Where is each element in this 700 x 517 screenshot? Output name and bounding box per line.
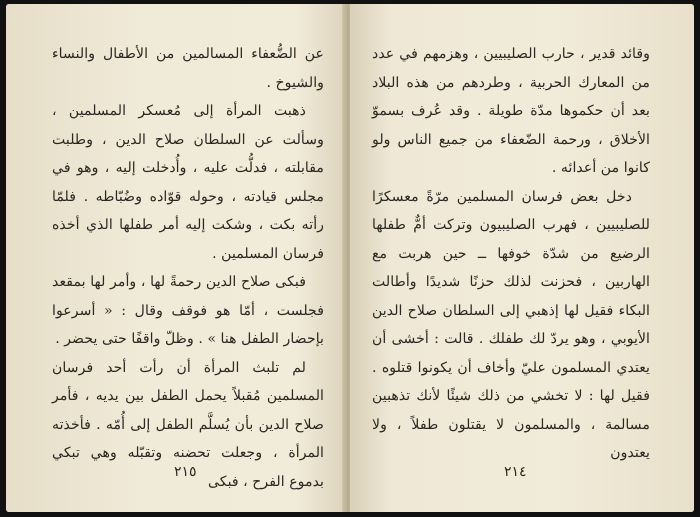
book-spread [6,4,694,512]
paragraph: فبكى صلاح الدين رحمةً لها ، وأمر لها بمقعد فجلست ، أمّا هو فوقف وقال : « أسرعوا بإحضار الطفل هنا » . وظلّ واقفًا حتى يحضر . [52,274,324,347]
paragraph: ذهبت المرأة إلى مُعسكر المسلمين ، وسألت عن السلطان صلاح الدين ، وطلبت مقابلته ، فدلُّت عليه ، وأُدخلت إليه ، وهو في مجلس قيادته ، وحوله قوّاده وضُبّاطه . فلمّا رأته بكت ، وشكت إليه أمر طفلها الذي أخذه فرسان المسلمين . [52,103,324,262]
right-page-text [372,40,650,468]
page-number: ٢١٥ [174,464,197,480]
left-page-text [52,40,324,496]
paragraph: وقائد قدير ، حارب الصليبيين ، وهزمهم في عدد من المعارك الحربية ، وطردهم من هذه البلاد بعد أن حكموها مدّة طويلة . وقد عُرف بسموّ الأخلاق ، ورحمة الضّعفاء من جميع الناس ولو كانوا من أعدائه . [372,46,650,176]
paragraph: عن الضُّعفاء المسالمين من الأطفال والنساء والشيوخ . [52,46,324,91]
paragraph: دخل بعض فرسان المسلمين مرّةً معسكرًا للصليبيين ، فهرب الصليبيون وتركت أمٌّ طفلها الرضيع من شدّة خوفها ــ حين هربت مع الهاربين ، فحزنت لذلك حزنًا شديدًا وأطالت البكاء فقيل لها إذهبي إلى السلطان صلاح الدين الأيوبي ، وهو يردّ لك طفلك . قالت : أخشى أن يعتدي المسلمون عليّ وأخاف أن يكونوا قتلوه . فقيل لها : لا تخشي من ذلك شيئًا لأنك تذهبين مسالمة ، والمسلمون لا يقتلون طفلاً ، ولا يعتدون [372,188,650,461]
page-number: ٢١٤ [504,464,527,480]
paragraph: لم تلبث المرأة أن رأت أحد فرسان المسلمين مُقبلاً يحمل الطفل بين يديه ، فأمر صلاح الدين بأن يُسلَّم الطفل إلى أُمّه . فأخذته المرأة ، وجعلت تحضنه وتقبّله وهي تبكي بدموع الفرح ، فبكى [52,359,324,490]
right-page [350,4,694,512]
left-page [6,4,346,512]
